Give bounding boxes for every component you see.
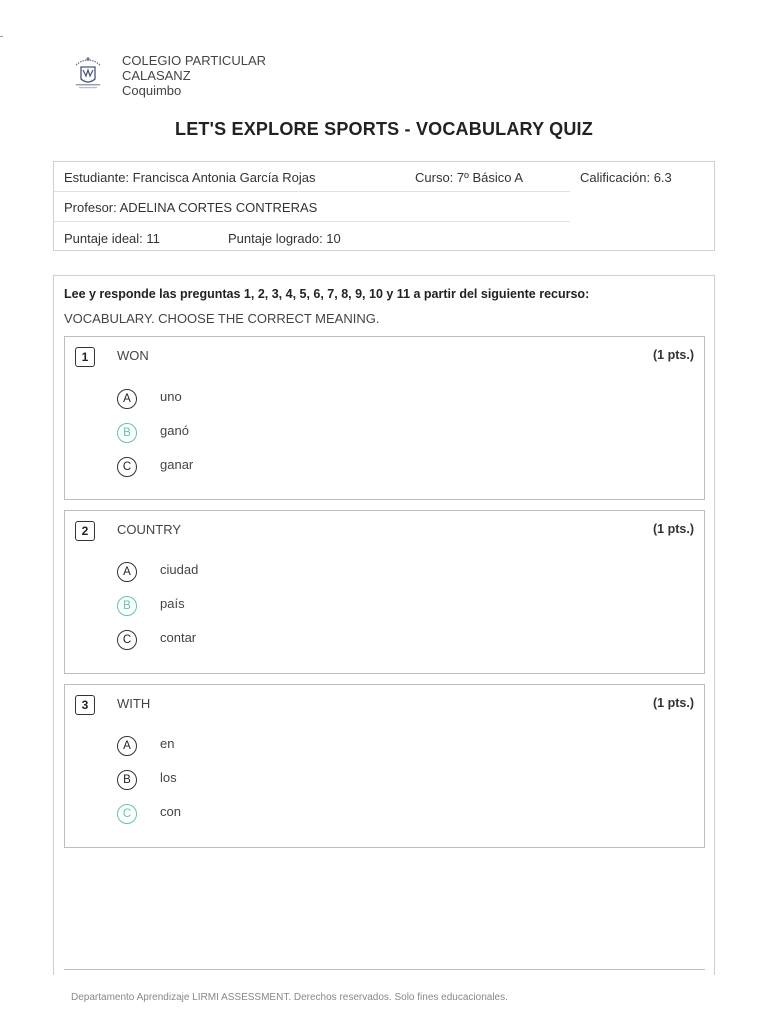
achieved-score: Puntaje logrado: 10	[228, 231, 341, 246]
question-points: (1 pts.)	[653, 696, 694, 710]
grade: Calificación: 6.3	[580, 170, 672, 185]
page-title: LET'S EXPLORE SPORTS - VOCABULARY QUIZ	[175, 119, 593, 139]
question-number: 2	[75, 521, 95, 541]
info-divider	[54, 221, 570, 222]
school-crest-icon	[70, 53, 106, 93]
questions-section	[53, 275, 715, 975]
option-bubble[interactable]: C	[117, 457, 137, 477]
option-b[interactable]	[117, 595, 185, 617]
info-divider	[54, 191, 570, 192]
option-text: país	[160, 595, 185, 611]
option-b[interactable]	[117, 422, 189, 444]
option-text: ganó	[160, 422, 189, 438]
instructions: Lee y responde las preguntas 1, 2, 3, 4, 5, 6, 7, 8, 9, 10 y 11 a partir del siguiente recurso:	[64, 287, 590, 301]
student-name: Estudiante: Francisca Antonia García Rojas	[64, 170, 316, 185]
teacher-name: Profesor: ADELINA CORTES CONTRERAS	[64, 200, 318, 215]
question-card-3	[64, 684, 705, 848]
option-bubble-correct[interactable]: C	[117, 804, 137, 824]
option-text: los	[160, 769, 177, 785]
option-a[interactable]	[117, 735, 174, 757]
option-c[interactable]	[117, 629, 196, 651]
option-bubble[interactable]: A	[117, 389, 137, 409]
option-bubble-correct[interactable]: B	[117, 423, 137, 443]
option-text: ciudad	[160, 561, 199, 577]
option-text: contar	[160, 629, 197, 645]
school-name-line1: COLEGIO PARTICULAR	[122, 53, 266, 68]
school-name-line2: CALASANZ	[122, 68, 191, 83]
school-header	[70, 53, 266, 98]
section-subtitle: VOCABULARY. CHOOSE THE CORRECT MEANING.	[64, 311, 380, 326]
course: Curso: 7º Básico A	[415, 170, 524, 185]
option-text: ganar	[160, 456, 194, 472]
question-card-1	[64, 336, 705, 500]
page-edge-mark	[0, 36, 3, 37]
question-points: (1 pts.)	[653, 348, 694, 362]
option-text: uno	[160, 388, 182, 404]
footer-text: Departamento Aprendizaje LIRMI ASSESSMENT. Derechos reservados. Solo fines educacionales.	[71, 992, 508, 1003]
option-a[interactable]	[117, 388, 182, 410]
ideal-score: Puntaje ideal: 11	[64, 231, 160, 246]
question-points: (1 pts.)	[653, 522, 694, 536]
option-text: en	[160, 735, 175, 751]
option-bubble[interactable]: A	[117, 736, 137, 756]
option-text: con	[160, 803, 181, 819]
question-word: WON	[117, 348, 149, 363]
option-c[interactable]	[117, 803, 181, 825]
option-c[interactable]	[117, 456, 193, 478]
footer-divider	[64, 969, 705, 970]
question-word: WITH	[117, 696, 151, 711]
option-b[interactable]	[117, 769, 177, 791]
option-bubble[interactable]: B	[117, 770, 137, 790]
question-number: 1	[75, 347, 95, 367]
option-a[interactable]	[117, 561, 198, 583]
option-bubble[interactable]: C	[117, 630, 137, 650]
school-city: Coquimbo	[122, 83, 182, 98]
question-card-2	[64, 510, 705, 674]
question-word: COUNTRY	[117, 522, 182, 537]
option-bubble[interactable]: A	[117, 562, 137, 582]
student-info-box	[53, 161, 715, 251]
question-number: 3	[75, 695, 95, 715]
option-bubble-correct[interactable]: B	[117, 596, 137, 616]
